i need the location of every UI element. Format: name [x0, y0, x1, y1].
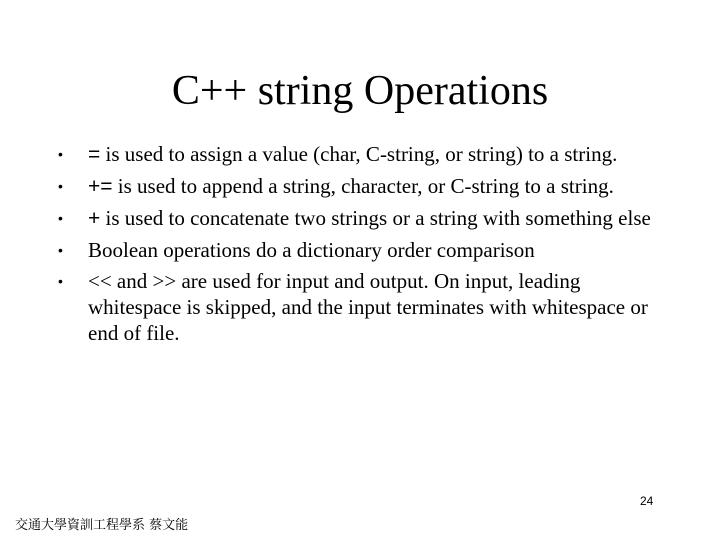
bullet-icon: • — [58, 178, 63, 194]
bullet-item — [58, 237, 678, 263]
bullet-text: is used to assign a value (char, C-string, or string) to a string. — [100, 142, 618, 166]
bullet-text: is used to append a string, character, or C-string to a string. — [112, 174, 614, 198]
bullet-item — [58, 141, 678, 168]
bullet-icon: • — [58, 273, 63, 289]
bullet-code: + — [88, 207, 101, 230]
bullet-item — [58, 205, 678, 232]
bullet-icon: • — [58, 242, 63, 258]
bullet-text: << and >> are used for input and output. On input, leading whitespace is skipped, and the input terminates with whitespace or end of file. — [88, 269, 648, 345]
bullet-icon: • — [58, 210, 63, 226]
bullet-list — [58, 141, 678, 351]
bullet-code: += — [88, 175, 113, 198]
bullet-text: Boolean operations do a dictionary order comparison — [88, 238, 535, 262]
bullet-text: is used to concatenate two strings or a string with something else — [100, 206, 651, 230]
footer-text: 交通大學資訓工程學系 蔡文能 — [15, 518, 189, 533]
bullet-code: = — [88, 143, 101, 166]
bullet-icon: • — [58, 146, 63, 162]
bullet-item — [58, 268, 678, 346]
page-number: 24 — [640, 494, 654, 508]
bullet-item — [58, 173, 678, 200]
slide-title: C++ string Operations — [171, 68, 549, 114]
